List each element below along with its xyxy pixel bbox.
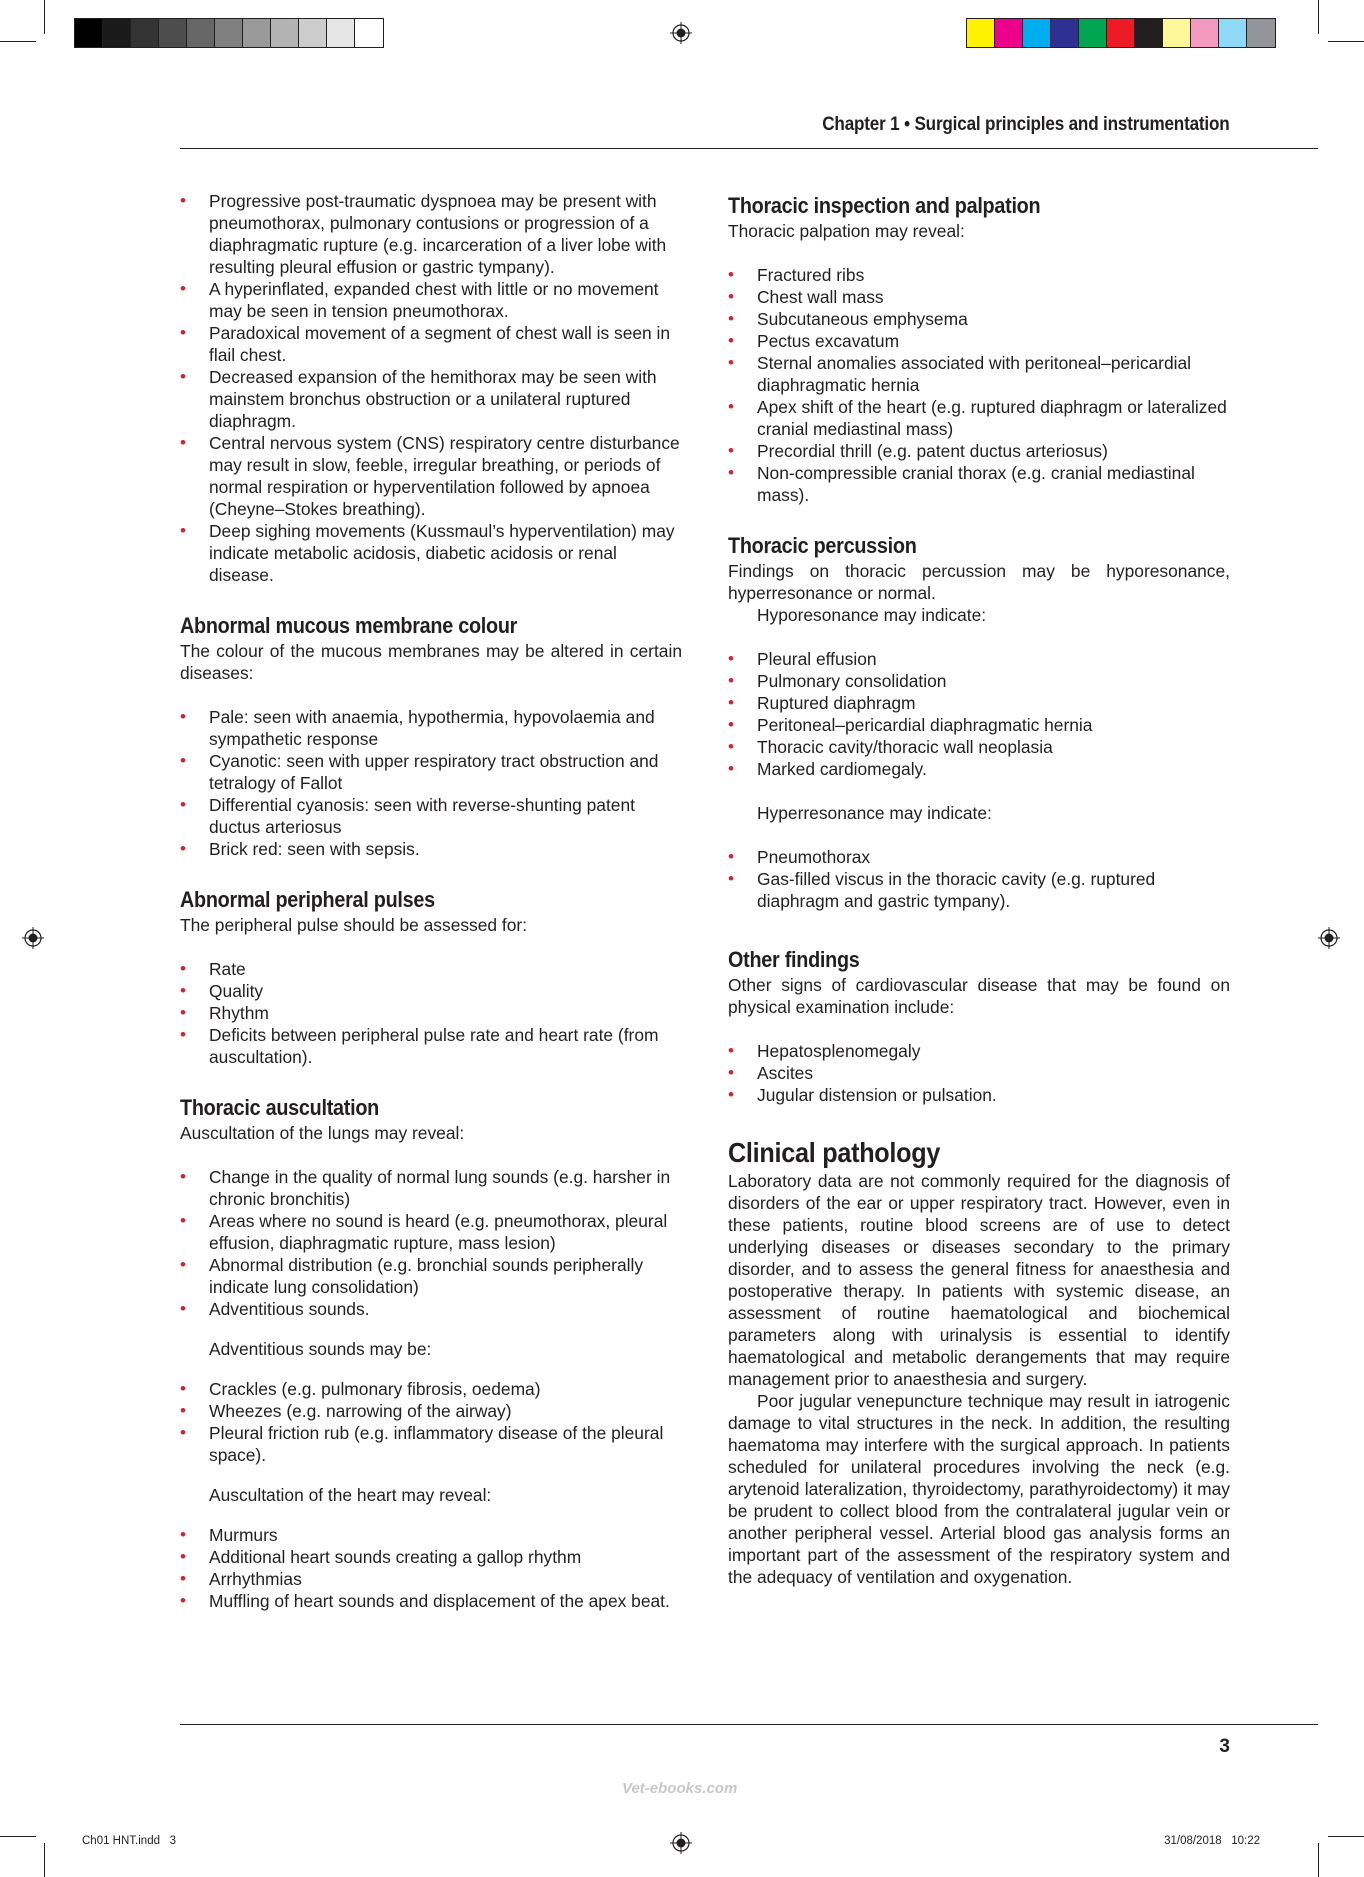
- list-item: • Marked cardiomegaly.: [728, 758, 1230, 780]
- color-swatch: [75, 19, 103, 47]
- heart-bullet-list: [180, 1524, 682, 1612]
- other-intro: Other signs of cardiovascular disease that may be found on physical examination include:: [728, 975, 1230, 1017]
- section-heading-auscultation: Thoracic auscultation: [180, 1095, 379, 1120]
- color-swatch: [1079, 19, 1107, 47]
- list-item: • Sternal anomalies associated with peritoneal–pericardial diaphragmatic hernia: [728, 352, 1230, 396]
- color-swatch: [1219, 19, 1247, 47]
- list-item: • Pulmonary consolidation: [728, 670, 1230, 692]
- hyperresonance-intro: Hyperresonance may indicate:: [757, 803, 992, 823]
- registration-mark-icon: [670, 22, 692, 44]
- list-item: • Abnormal distribution (e.g. bronchial sounds peripherally indicate lung consolidation): [180, 1254, 682, 1298]
- color-swatch: [967, 19, 995, 47]
- color-swatch: [215, 19, 243, 47]
- header-rule: [180, 148, 1318, 149]
- list-item: • Muffling of heart sounds and displacement of the apex beat.: [180, 1590, 682, 1612]
- section-heading-mucous: Abnormal mucous membrane colour: [180, 613, 518, 638]
- list-item: • Rate: [180, 958, 682, 980]
- hyporesonance-bullet-list: [728, 648, 1230, 780]
- list-item: • Adventitious sounds.: [180, 1298, 682, 1320]
- grayscale-color-bar: [74, 18, 384, 48]
- list-item: • Change in the quality of normal lung sounds (e.g. harsher in chronic bronchitis): [180, 1166, 682, 1210]
- list-item: • Differential cyanosis: seen with reverse-shunting patent ductus arteriosus: [180, 794, 682, 838]
- lung-sounds-bullet-list: [180, 1166, 682, 1320]
- crop-mark: [44, 1843, 45, 1877]
- color-swatch: [187, 19, 215, 47]
- color-swatch: [271, 19, 299, 47]
- process-color-bar: [966, 18, 1276, 48]
- crop-mark: [1328, 41, 1364, 42]
- pulses-bullet-list: [180, 958, 682, 1068]
- pathology-paragraph-1: Laboratory data are not commonly required for the diagnosis of disorders of the ear or upper respiratory tract. However, even in these patients, routine blood screens are of use to detect underlying diseases or diseases secondary to the primary disorder, and to assess the general fitness for anaesthesia and postoperative therapy. In patients with systemic disease, an assessment of routine haematological and biochemical parameters along with urinalysis is essential to identify haematological and metabolic derangements that may require management prior to anaesthesia and surgery.: [728, 1171, 1230, 1389]
- list-item: • Decreased expansion of the hemithorax may be seen with mainstem bronchus obstruction or a unilateral ruptured diaphragm.: [180, 366, 682, 432]
- crop-mark: [0, 1836, 36, 1837]
- mucous-bullet-list: [180, 706, 682, 860]
- list-item: • Non-compressible cranial thorax (e.g. cranial mediastinal mass).: [728, 462, 1230, 506]
- other-bullet-list: [728, 1040, 1230, 1106]
- list-item: • Pneumothorax: [728, 846, 1230, 868]
- page-number: 3: [1219, 1736, 1230, 1757]
- crop-mark: [0, 41, 36, 42]
- chapter-heading-clinical-pathology: Clinical pathology: [728, 1137, 941, 1168]
- color-swatch: [299, 19, 327, 47]
- color-swatch: [995, 19, 1023, 47]
- registration-mark-icon: [22, 927, 44, 949]
- list-item: • Ruptured diaphragm: [728, 692, 1230, 714]
- list-item: • Apex shift of the heart (e.g. ruptured diaphragm or lateralized cranial mediastinal mass): [728, 396, 1230, 440]
- list-item: • Arrhythmias: [180, 1568, 682, 1590]
- color-swatch: [1135, 19, 1163, 47]
- section-heading-pulses: Abnormal peripheral pulses: [180, 887, 435, 912]
- inspection-bullet-list: [728, 264, 1230, 506]
- registration-mark-icon: [670, 1832, 692, 1854]
- footer-rule: [180, 1724, 1318, 1725]
- list-item: • Pleural friction rub (e.g. inflammatory disease of the pleural space).: [180, 1422, 682, 1466]
- pathology-paragraph-2: Poor jugular venepuncture technique may result in iatrogenic damage to vital structures in the neck. In addition, the resulting haematoma may interfere with the surgical approach. In patients scheduled for unilateral procedures involving the neck (e.g. arytenoid lateralization, thyroidectomy, parathyroidectomy) it may be prudent to collect blood from the contralateral jugular vein or another peripheral vessel. Arterial blood gas analysis forms an important part of the assessment of the respiratory system and the adequacy of ventilation and oxygenation.: [728, 1391, 1230, 1587]
- hyperresonance-bullet-list: [728, 846, 1230, 912]
- list-item: • Paradoxical movement of a segment of chest wall is seen in flail chest.: [180, 322, 682, 366]
- list-item: • Wheezes (e.g. narrowing of the airway): [180, 1400, 682, 1422]
- inspection-intro: Thoracic palpation may reveal:: [728, 221, 965, 241]
- list-item: • Jugular distension or pulsation.: [728, 1084, 1230, 1106]
- list-item: • Areas where no sound is heard (e.g. pneumothorax, pleural effusion, diaphragmatic rupture, mass lesion): [180, 1210, 682, 1254]
- mucous-intro: The colour of the mucous membranes may be altered in certain diseases:: [180, 641, 682, 683]
- color-swatch: [131, 19, 159, 47]
- list-item: • Pectus excavatum: [728, 330, 1230, 352]
- list-item: • Peritoneal–pericardial diaphragmatic hernia: [728, 714, 1230, 736]
- list-item: • Crackles (e.g. pulmonary fibrosis, oedema): [180, 1378, 682, 1400]
- list-item: • Pleural effusion: [728, 648, 1230, 670]
- color-swatch: [327, 19, 355, 47]
- color-swatch: [1163, 19, 1191, 47]
- list-item: • Thoracic cavity/thoracic wall neoplasia: [728, 736, 1230, 758]
- right-column: [728, 190, 1230, 1588]
- intro-bullet-list: [180, 190, 682, 586]
- list-item: • Fractured ribs: [728, 264, 1230, 286]
- color-swatch: [1247, 19, 1275, 47]
- auscultation-intro: Auscultation of the lungs may reveal:: [180, 1123, 465, 1143]
- section-heading-other: Other findings: [728, 947, 860, 972]
- list-item: • Progressive post-traumatic dyspnoea may be present with pneumothorax, pulmonary contusions or progression of a diaphragmatic rupture (e.g. incarceration of a liver lobe with resulting pleural effusion or gastric tympany).: [180, 190, 682, 278]
- list-item: • Additional heart sounds creating a gallop rhythm: [180, 1546, 682, 1568]
- list-item: • Central nervous system (CNS) respiratory centre disturbance may result in slow, feeble, irregular breathing, or periods of normal respiration or hyperventilation followed by apnoea (Cheyne–Stokes breathing).: [180, 432, 682, 520]
- left-column: [180, 190, 682, 1612]
- adventitious-bullet-list: [180, 1378, 682, 1466]
- crop-mark: [1328, 1836, 1364, 1837]
- running-head: Chapter 1 • Surgical principles and instrumentation: [822, 114, 1230, 135]
- hyporesonance-intro: Hyporesonance may indicate:: [757, 605, 987, 625]
- color-swatch: [1023, 19, 1051, 47]
- list-item: • Cyanotic: seen with upper respiratory tract obstruction and tetralogy of Fallot: [180, 750, 682, 794]
- percussion-intro: Findings on thoracic percussion may be hyporesonance, hyperresonance or normal.: [728, 561, 1230, 603]
- list-item: • Hepatosplenomegaly: [728, 1040, 1230, 1062]
- list-item: • Precordial thrill (e.g. patent ductus arteriosus): [728, 440, 1230, 462]
- list-item: • Chest wall mass: [728, 286, 1230, 308]
- pulses-intro: The peripheral pulse should be assessed for:: [180, 915, 528, 935]
- list-item: • Pale: seen with anaemia, hypothermia, hypovolaemia and sympathetic response: [180, 706, 682, 750]
- list-item: • Ascites: [728, 1062, 1230, 1084]
- color-swatch: [355, 19, 383, 47]
- adventitious-intro: Adventitious sounds may be:: [209, 1339, 432, 1359]
- registration-mark-icon: [1318, 927, 1340, 949]
- color-swatch: [103, 19, 131, 47]
- crop-mark: [44, 0, 45, 34]
- list-item: • Deficits between peripheral pulse rate and heart rate (from auscultation).: [180, 1024, 682, 1068]
- list-item: • A hyperinflated, expanded chest with little or no movement may be seen in tension pneumothorax.: [180, 278, 682, 322]
- crop-mark: [1318, 0, 1319, 34]
- color-swatch: [1051, 19, 1079, 47]
- color-swatch: [243, 19, 271, 47]
- color-swatch: [1191, 19, 1219, 47]
- list-item: • Brick red: seen with sepsis.: [180, 838, 682, 860]
- list-item: • Murmurs: [180, 1524, 682, 1546]
- color-swatch: [1107, 19, 1135, 47]
- slug-date-time: 31/08/2018 10:22: [1164, 1835, 1260, 1847]
- section-heading-percussion: Thoracic percussion: [728, 533, 917, 558]
- color-swatch: [159, 19, 187, 47]
- list-item: • Subcutaneous emphysema: [728, 308, 1230, 330]
- list-item: • Deep sighing movements (Kussmaul’s hyperventilation) may indicate metabolic acidosis, diabetic acidosis or renal disease.: [180, 520, 682, 586]
- heart-intro: Auscultation of the heart may reveal:: [209, 1485, 492, 1505]
- list-item: • Quality: [180, 980, 682, 1002]
- slug-file-name: Ch01 HNT.indd 3: [82, 1835, 176, 1847]
- crop-mark: [1318, 1843, 1319, 1877]
- list-item: • Rhythm: [180, 1002, 682, 1024]
- section-heading-inspection: Thoracic inspection and palpation: [728, 193, 1041, 218]
- watermark: Vet-ebooks.com: [622, 1780, 738, 1797]
- list-item: • Gas-filled viscus in the thoracic cavity (e.g. ruptured diaphragm and gastric tympany).: [728, 868, 1230, 912]
